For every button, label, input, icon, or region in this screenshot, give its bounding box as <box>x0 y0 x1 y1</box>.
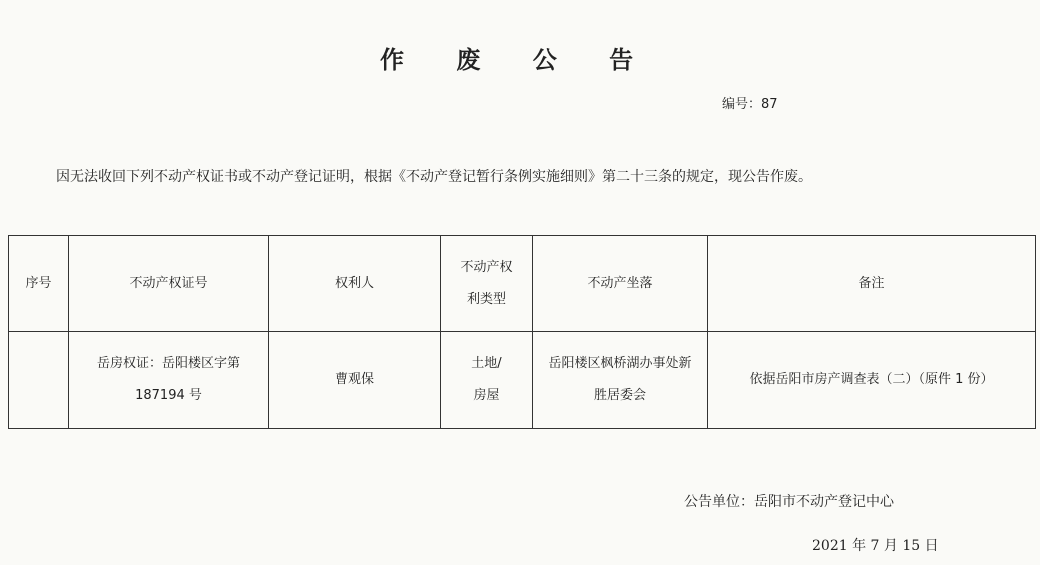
header-right-type <box>441 236 533 332</box>
header-cert-no: 不动产权证号 <box>69 236 269 332</box>
cell-remark: 依据岳阳市房产调查表（二）（原件 1 份） <box>708 332 1036 429</box>
cert-no-line2: 187194 号 <box>135 388 202 403</box>
void-certificate-table <box>8 235 1036 429</box>
right-type-line1: 土地/ <box>471 356 502 371</box>
cell-seq <box>9 332 69 429</box>
document-number: 编号：87 <box>722 97 778 112</box>
page-title: 作 废 公 告 <box>380 45 656 74</box>
cell-right-type <box>441 332 533 429</box>
header-right-type-line2: 利类型 <box>466 291 506 307</box>
header-location: 不动产坐落 <box>533 236 708 332</box>
header-right-type-line1: 不动产权 <box>460 259 513 275</box>
table-header-row <box>9 236 1036 332</box>
right-type-line2: 房屋 <box>473 388 500 403</box>
cell-owner: 曹观保 <box>269 332 441 429</box>
cell-cert-no <box>69 332 269 429</box>
location-line2: 胜居委会 <box>593 388 646 403</box>
intro-paragraph: 因无法收回下列不动产权证书或不动产登记证明，根据《不动产登记暂行条例实施细则》第二十三条的规定，现公告作废。 <box>56 169 812 185</box>
table-row <box>9 332 1036 429</box>
cert-no-line1: 岳房权证：岳阳楼区字第 <box>96 356 240 371</box>
location-line1: 岳阳楼区枫桥湖办事处新 <box>548 356 692 371</box>
cell-location <box>533 332 708 429</box>
header-owner: 权利人 <box>269 236 441 332</box>
header-seq: 序号 <box>9 236 69 332</box>
issuer-line: 公告单位：岳阳市不动产登记中心 <box>684 494 894 510</box>
issue-date: 2021 年 7 月 15 日 <box>812 538 939 554</box>
header-remark: 备注 <box>708 236 1036 332</box>
